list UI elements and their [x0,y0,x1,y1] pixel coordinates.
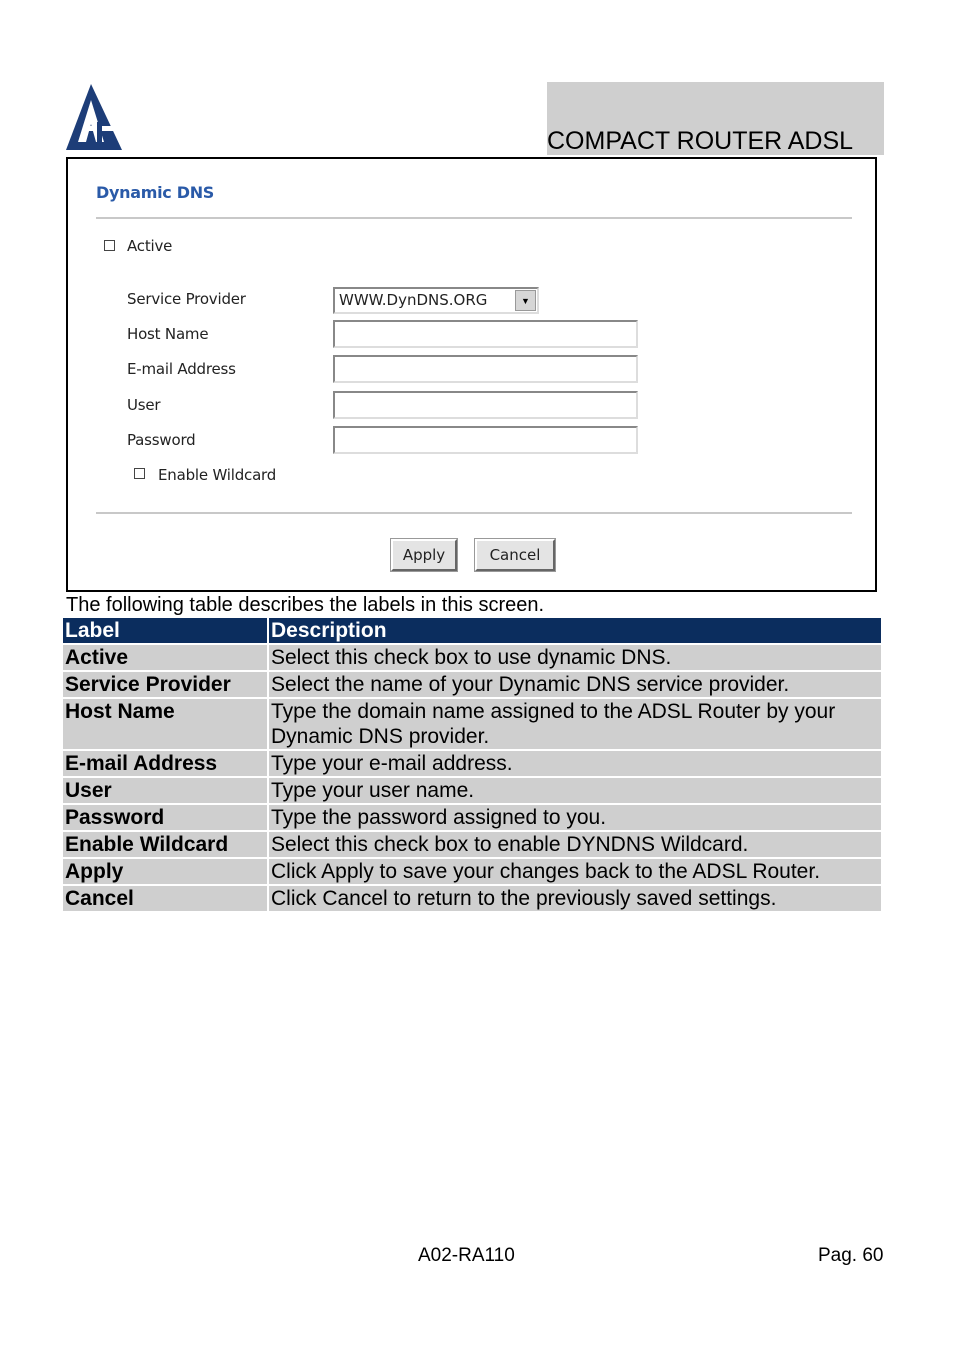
table-row [63,751,881,776]
host-name-input[interactable] [333,320,638,348]
column-header: Description [269,618,881,643]
header-title: COMPACT ROUTER ADSL [547,127,854,155]
row-description: Select this check box to enable DYNDNS Wildcard. [269,832,881,857]
row-label: Active [63,645,267,670]
password-input[interactable] [333,426,638,454]
row-label: Apply [63,859,267,884]
bottom-divider [96,512,852,514]
table-row [63,672,881,697]
service-provider-label: Service Provider [127,290,246,308]
active-checkbox[interactable] [104,240,115,251]
row-label: Password [63,805,267,830]
column-header: Label [63,618,267,643]
footer-page-number: Pag. 60 [818,1245,884,1266]
intro-text: The following table describes the labels in this screen. [66,594,545,616]
user-input[interactable] [333,391,638,419]
row-label: User [63,778,267,803]
row-description: Click Cancel to return to the previously saved settings. [269,886,881,911]
row-label: Service Provider [63,672,267,697]
row-description: Select the name of your Dynamic DNS service provider. [269,672,881,697]
table-row [63,778,881,803]
footer-model: A02-RA110 [418,1245,515,1266]
atlantis-logo-icon [64,82,126,152]
row-label: Cancel [63,886,267,911]
table-row [63,832,881,857]
label-description-table [61,616,883,913]
email-input[interactable] [333,355,638,383]
header-banner [547,82,884,155]
row-description: Type the domain name assigned to the ADSL Router by your Dynamic DNS provider. [269,699,881,749]
row-label: Host Name [63,699,267,749]
screen-title: Dynamic DNS [96,183,215,202]
table-row [63,805,881,830]
host-name-label: Host Name [127,325,209,343]
row-description: Type the password assigned to you. [269,805,881,830]
top-divider [96,217,852,219]
row-description: Type your user name. [269,778,881,803]
row-description: Type your e-mail address. [269,751,881,776]
row-label: E-mail Address [63,751,267,776]
service-provider-select[interactable] [333,287,539,314]
table-header-row [63,618,881,643]
table-row [63,699,881,749]
wildcard-checkbox[interactable] [134,468,145,479]
table-row [63,886,881,911]
wildcard-label: Enable Wildcard [158,466,277,484]
apply-button[interactable]: Apply [391,539,457,571]
password-label: Password [127,431,196,449]
chevron-down-icon[interactable]: ▼ [515,290,536,311]
email-label: E-mail Address [127,360,236,378]
table-row [63,645,881,670]
service-provider-value: WWW.DynDNS.ORG [339,291,488,309]
dynamic-dns-screen [66,157,877,592]
table-row [63,859,881,884]
cancel-button[interactable]: Cancel [475,539,555,571]
row-description: Click Apply to save your changes back to the ADSL Router. [269,859,881,884]
brand-logo [64,82,126,152]
user-label: User [127,396,161,414]
row-label: Enable Wildcard [63,832,267,857]
row-description: Select this check box to use dynamic DNS. [269,645,881,670]
active-label: Active [127,237,173,255]
